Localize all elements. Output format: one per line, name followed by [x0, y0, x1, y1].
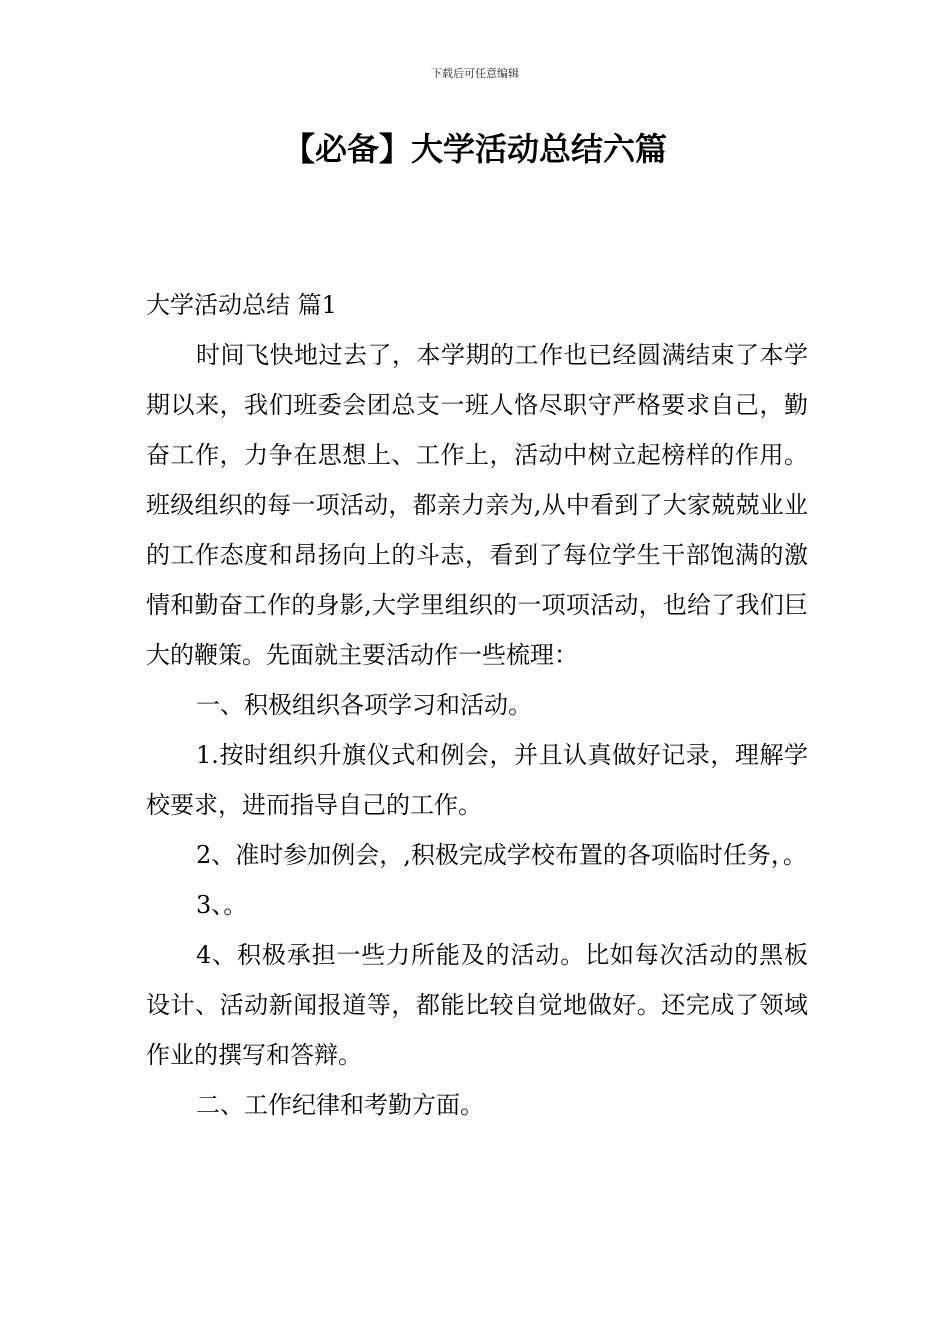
- section-heading: 大学活动总结 篇1: [146, 291, 337, 319]
- paragraph-item-1: 1.按时组织升旗仪式和例会，并且认真做好记录，理解学校要求，进而指导自己的工作。: [146, 741, 808, 819]
- paragraph-intro: 时间飞快地过去了，本学期的工作也已经圆满结束了本学期以来，我们班委会团总支一班人恪尽职守严格要求自己，勤奋工作，力争在思想上、工作上，活动中树立起榜样的作用。班级组织的每一项活动，都亲力亲为,从中看到了大家兢兢业业的工作态度和昂扬向上的斗志，看到了每位学生干部饱满的激情和勤奋工作的身影,大学里组织的一项项活动，也给了我们巨大的鞭策。先面就主要活动作一些梳理：: [146, 341, 808, 669]
- paragraph-item-4: 4、积极承担一些力所能及的活动。比如每次活动的黑板设计、活动新闻报道等，都能比较自觉地做好。还完成了领域作业的撰写和答辩。: [146, 941, 808, 1069]
- paragraph-heading-two: 二、工作纪律和考勤方面。: [196, 1091, 484, 1119]
- document-body: [146, 280, 808, 1130]
- header-note: 下载后可任意编辑: [431, 67, 519, 80]
- paragraph-heading-one: 一、积极组织各项学习和活动。: [196, 691, 532, 719]
- document-title: 【必备】大学活动总结六篇: [282, 130, 667, 168]
- paragraph-item-3: 3、。: [196, 891, 248, 919]
- paragraph-item-2: 2、准时参加例会，,积极完成学校布置的各项临时任务，。: [196, 841, 807, 869]
